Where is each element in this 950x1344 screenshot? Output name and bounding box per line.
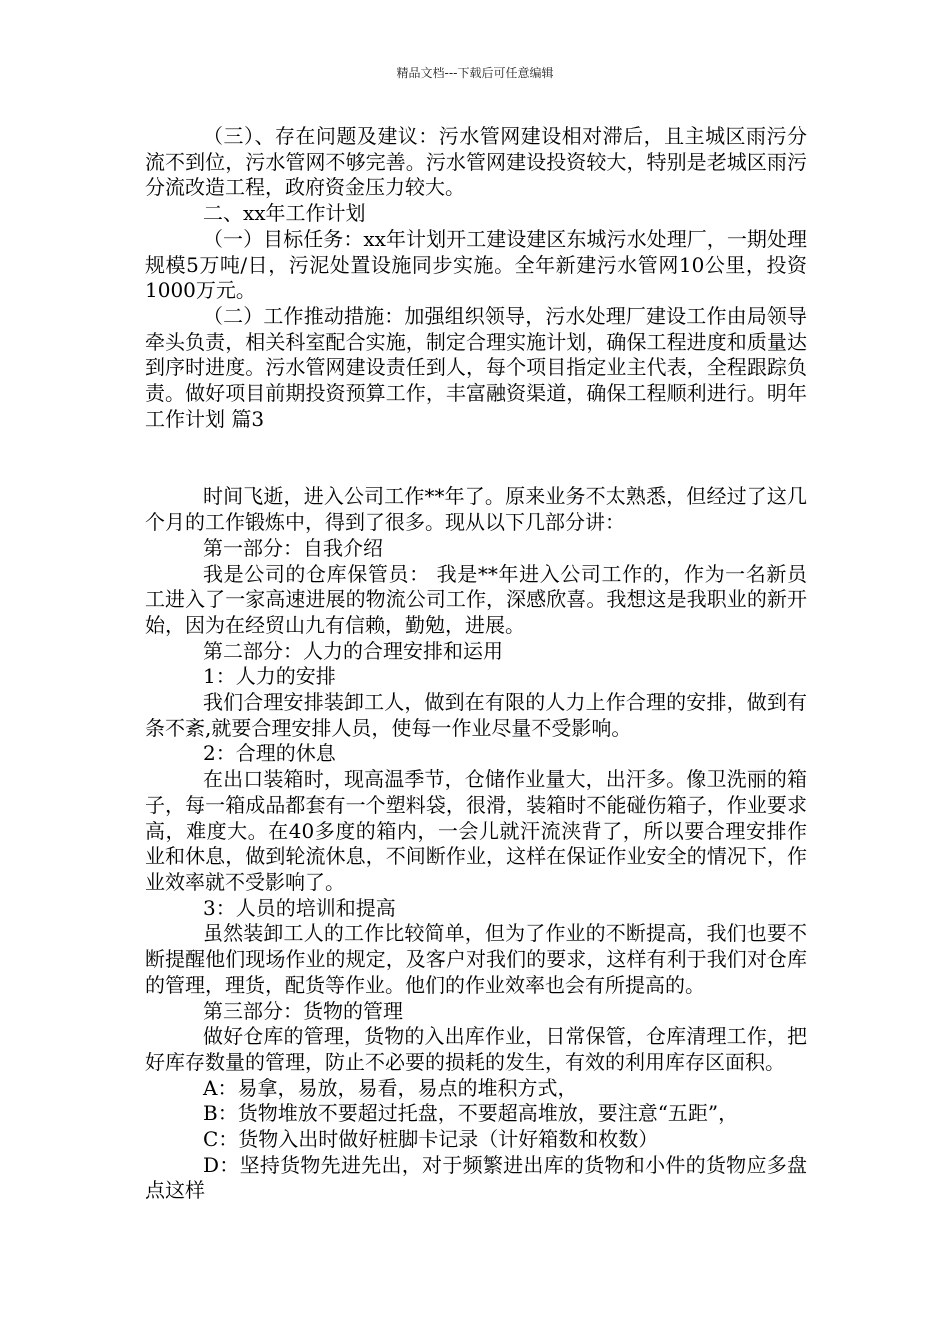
paragraph-training: 虽然装卸工人的工作比较简单，但为了作业的不断提高，我们也要不断提醒他们现场作业的规定，及客户对我们的要求，这样有利于我们对仓库的管理，理货，配货等作业。他们的作业效率也会有所提高的。 [145, 921, 807, 997]
heading-part-three: 第三部分：货物的管理 [203, 998, 403, 1023]
document-body [145, 124, 807, 1204]
paragraph-manpower: 我们合理安排装卸工人，做到在有限的人力上作合理的安排，做到有条不紊,就要合理安排人员，使每一作业尽量不受影响。 [145, 690, 807, 740]
paragraph-measures: （二）工作推动措施：加强组织领导，污水处理厂建设工作由局领导牵头负责，相关科室配合实施，制定合理实施计划，确保工程进度和质量达到序时进度。污水管网建设责任到人，每个项目指定业主代表，全程跟踪负责。做好项目前期投资预算工作，丰富融资渠道，确保工程顺利进行。明年工作计划 篇3 [145, 303, 807, 431]
heading-training: 3：人员的培训和提高 [203, 895, 396, 920]
list-item-a: A：易拿，易放，易看，易点的堆积方式， [203, 1075, 578, 1100]
section-spacer [145, 432, 807, 484]
paragraph-target-tasks: （一）目标任务：xx年计划开工建设建区东城污水处理厂，一期处理规模5万吨/日，污泥处置设施同步实施。全年新建污水管网10公里，投资1000万元。 [145, 226, 807, 303]
heading-part-two: 第二部分：人力的合理安排和运用 [203, 638, 503, 663]
heading-manpower: 1：人力的安排 [203, 664, 336, 689]
list-item-b: B：货物堆放不要超过托盘，不要超高堆放，要注意“五距”， [203, 1101, 739, 1126]
heading-part-one: 第一部分：自我介绍 [203, 535, 383, 560]
list-item-d: D：坚持货物先进先出，对于频繁进出库的货物和小件的货物应多盘点这样 [145, 1152, 807, 1203]
paragraph-intro: 时间飞逝，进入公司工作**年了。原来业务不太熟悉，但经过了这几个月的工作锻炼中，得到了很多。现从以下几部分讲： [145, 484, 807, 535]
heading-work-plan: 二、xx年工作计划 [203, 201, 366, 226]
paragraph-self-intro: 我是公司的仓库保管员： 我是**年进入公司工作的，作为一名新员工进入了一家高速进展的物流公司工作，深感欣喜。我想这是我职业的新开始，因为在经贸山九有信赖，勤勉，进展。 [145, 561, 807, 637]
heading-rest: 2：合理的休息 [203, 741, 336, 766]
page-header: 精品文档---下载后可任意编辑 [396, 66, 554, 80]
paragraph-problems: （三）、存在问题及建议：污水管网建设相对滞后，且主城区雨污分流不到位，污水管网不够完善。污水管网建设投资较大，特别是老城区雨污分流改造工程，政府资金压力较大。 [145, 124, 807, 200]
paragraph-rest: 在出口装箱时，现高温季节，仓储作业量大，出汗多。像卫洗丽的箱子，每一箱成品都套有一个塑料袋，很滑，装箱时不能碰伤箱子，作业要求高，难度大。在40多度的箱内，一会儿就汗流浃背了，所以要合理安排作业和休息，做到轮流休息，不间断作业，这样在保证作业安全的情况下，作业效率就不受影响了。 [145, 767, 807, 894]
paragraph-goods: 做好仓库的管理，货物的入出库作业，日常保管，仓库清理工作，把好库存数量的管理，防止不必要的损耗的发生，有效的利用库存区面积。 [145, 1024, 807, 1074]
list-item-c: C：货物入出时做好桩脚卡记录（计好箱数和枚数） [203, 1127, 659, 1152]
